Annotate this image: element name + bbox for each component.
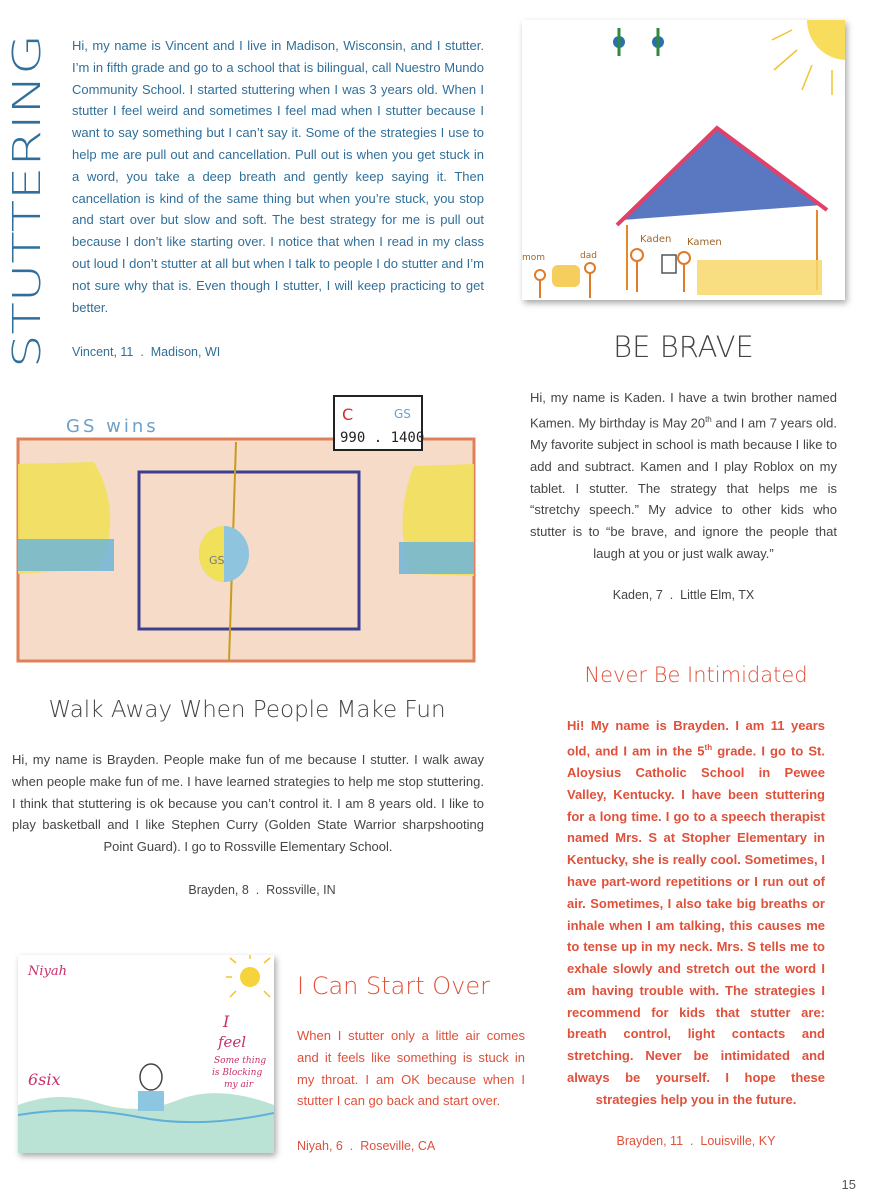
kaden-body-sup: th	[705, 414, 712, 424]
brayden-ky-body-sup: th	[704, 742, 713, 752]
niyah-body: When I stutter only a little air comes and it feels like something is stuck in my throat. I am OK because when I stutter I can go back and start over.	[297, 1028, 525, 1109]
brayden-in-byline: Brayden, 8 . Rossville, IN	[188, 883, 336, 897]
niyah-drawing-label-my-air: my air	[224, 1080, 254, 1090]
court-drawing-label-c: C	[342, 405, 354, 424]
court-drawing-label-gs-score: GS	[394, 407, 411, 421]
niyah-drawing-label-name: Niyah	[28, 964, 67, 979]
kaden-drawing-label-kamen: Kamen	[687, 237, 722, 248]
niyah-drawing-label-blocking: is Blocking	[212, 1068, 263, 1078]
brayden-ky-title: Never Be Intimidated	[584, 663, 808, 687]
vertical-title	[4, 32, 48, 372]
brayden-ky-body	[567, 715, 825, 1111]
brayden-court-drawing	[14, 394, 476, 684]
brayden-in-title: Walk Away When People Make Fun	[48, 697, 446, 723]
kaden-drawing-label-kaden: Kaden	[640, 234, 672, 245]
kaden-drawing-label-dad: dad	[580, 251, 597, 261]
page-number: 15	[841, 1177, 856, 1192]
vincent-byline: Vincent, 11 . Madison, WI	[72, 345, 221, 359]
niyah-drawing	[18, 955, 274, 1153]
kaden-byline: Kaden, 7 . Little Elm, TX	[612, 588, 755, 602]
niyah-drawing-label-something: Some thing	[214, 1056, 267, 1066]
kaden-drawing	[522, 20, 845, 300]
court-drawing-label-score: 990 . 1400	[340, 430, 425, 446]
kaden-title: BE BRAVE	[613, 330, 754, 364]
brayden-in-body: Hi, my name is Brayden. People make fun of me because I stutter. I walk away when people make fun of me. I have learned strategies to help me stop stuttering. I think that stuttering is ok because you can’t control it. I am 8 years old. I like to play basketball and I like Stephen Curry (Golden State Warrior sharpshooting Point Guard). I go to Rossville Elementary School.	[12, 752, 484, 855]
niyah-title: I Can Start Over	[297, 972, 490, 1000]
niyah-drawing-label-six: 6six	[28, 1070, 61, 1089]
niyah-byline: Niyah, 6 . Roseville, CA	[297, 1139, 436, 1153]
kaden-drawing-label-mom: mom	[522, 253, 546, 263]
brayden-ky-byline: Brayden, 11 . Louisville, KY	[616, 1134, 776, 1148]
brayden-ky-body-text-1: Hi! My name is Brayden. I am 11 years old, and I am in the 5	[567, 718, 825, 759]
brayden-ky-body-text-2: grade. I go to St. Aloysius Catholic School in Pewee Valley, Kentucky. I have been stuttering for a long time. I go to a speech therapist named Mrs. S at Stopher Elementary in Kentucky, she is really cool. Sometimes, I have part-word repetitions or I run out of air. Sometimes, I also take big breaths or inhale when I am talking, this causes me to tense up in my neck. Mrs. S tells me to exhale slowly and stretch out the word I am having trouble with. The strategies I recommend for kids that stutter are: breath control, light contacts and stretching. Never be intimidated and always be yourself. I hope these strategies help you in the future.	[567, 743, 825, 1107]
niyah-drawing-label-feel: feel	[218, 1033, 247, 1051]
kaden-body-text-1: Hi, my name is Kaden. I have a twin brother named Kamen. My birthday is May 20	[530, 390, 837, 431]
vertical-title-text: STUTTERING	[5, 127, 48, 368]
niyah-drawing-label-i: I	[223, 1012, 230, 1031]
kaden-body-text-2: and I am 7 years old. My favorite subject in school is math because I like to add and subtract. Kamen and I play Roblox on my tablet. I stutter. The strategy that helps me is “stretchy speech.” My advice to other kids who stutter is to “be brave, and ignore the people that laugh at you or just walk away.”	[530, 415, 837, 561]
court-drawing-label-gs-wins: GS wins	[66, 416, 159, 437]
vincent-body: Hi, my name is Vincent and I live in Madison, Wisconsin, and I stutter. I’m in fifth grade and go to a school that is bilingual, call Nuestro Mundo Community School. I started stuttering when I was 3 years old. When I stutter I feel weird and sometimes I feel mad when I stutter because I want to say something but I can’t say it. Some of the strategies I use to help me are pull out and cancellation. Pull out is when you get stuck in a word, you take a deep breath and gently keep saying it. Then cancellation is kind of the same thing but when you’re stuck, you stop and start over but slow and soft. The best strategy for me is pull out because I don’t like starting over. I notice that when I read in my class out loud I don’t stutter at all but when I talk to people I do stutter and I’m not sure why that is. Even though I stutter, I will keep practicing to get better.	[72, 38, 484, 315]
kaden-body	[530, 387, 837, 565]
court-drawing-label-gs-center: GS	[209, 554, 225, 567]
